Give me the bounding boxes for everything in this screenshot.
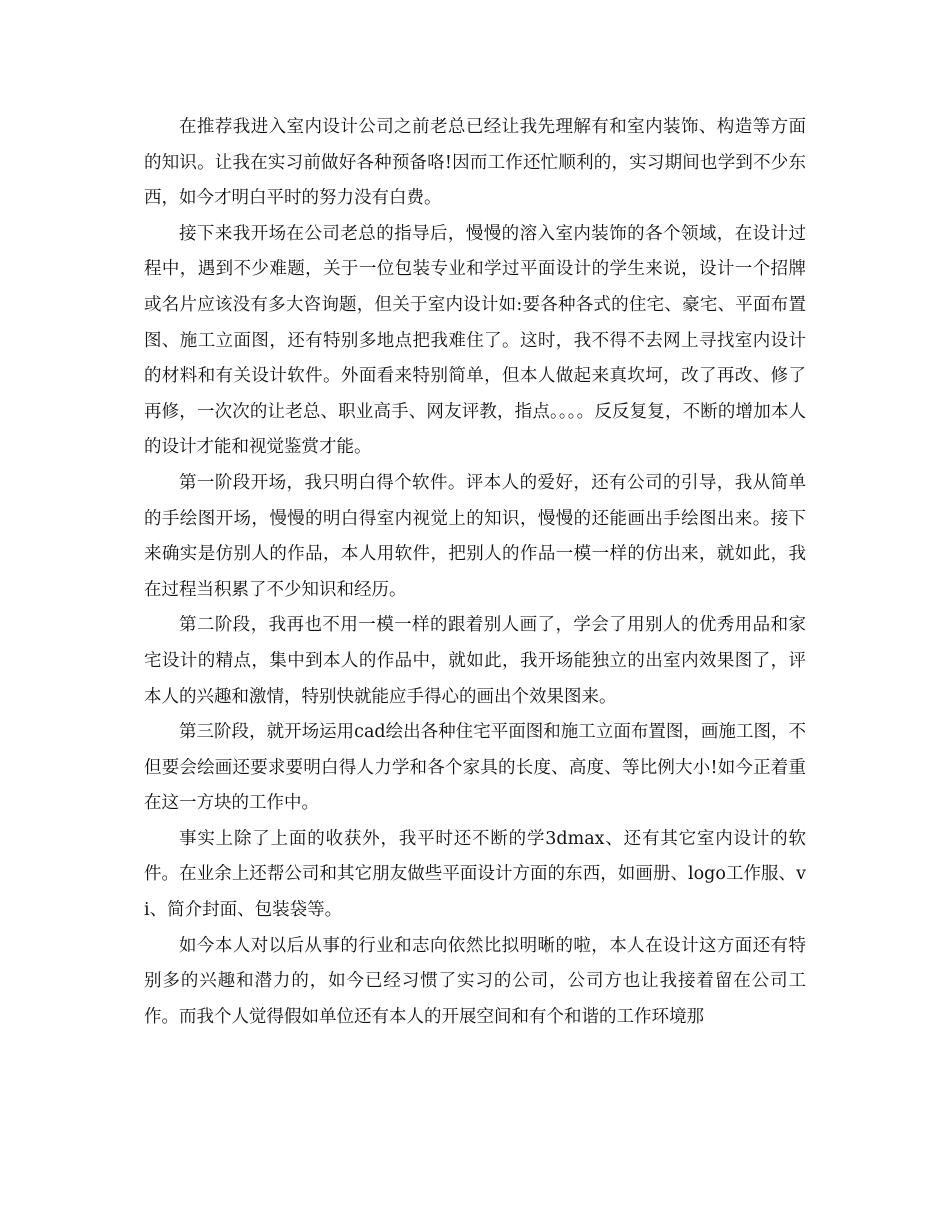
paragraph-6: 事实上除了上面的收获外，我平时还不断的学3dmax、还有其它室内设计的软件。在业余上还帮公司和其它朋友做些平面设计方面的东西，如画册、logo工作服、vi、简介封面、包装袋等。 — [144, 828, 806, 921]
paragraph-1: 在推荐我进入室内设计公司之前老总已经让我先理解有和室内装饰、构造等方面的知识。让我在实习前做好各种预备咯!因而工作还忙顺利的，实习期间也学到不少东西，如今才明白平时的努力没有白费。 — [144, 117, 806, 209]
paragraph-3: 第一阶段开场，我只明白得个软件。评本人的爱好，还有公司的引导，我从简单的手绘图开场，慢慢的明白得室内视觉上的知识，慢慢的还能画出手绘图出来。接下来确实是仿别人的作品，本人用软件，把别人的作品一模一样的仿出来，就如此，我在过程当积累了不少知识和经历。 — [144, 472, 806, 600]
document-body — [144, 110, 806, 1035]
paragraph-7: 如今本人对以后从事的行业和志向依然比拟明晰的啦，本人在设计这方面还有特别多的兴趣和潜力的，如今已经习惯了实习的公司，公司方也让我接着留在公司工作。而我个人觉得假如单位还有本人的开展空间和有个和谐的工作环境那 — [144, 935, 806, 1027]
paragraph-5: 第三阶段，就开场运用cad绘出各种住宅平面图和施工立面布置图，画施工图，不但要会绘画还要求要明白得人力学和各个家具的长度、高度、等比例大小!如今正着重在这一方块的工作中。 — [144, 722, 806, 814]
paragraph-4: 第二阶段，我再也不用一模一样的跟着别人画了，学会了用别人的优秀用品和家宅设计的精点，集中到本人的作品中，就如此，我开场能独立的出室内效果图了，评本人的兴趣和激情，特别快就能应手得心的画出个效果图来。 — [144, 615, 806, 707]
paragraph-2: 接下来我开场在公司老总的指导后，慢慢的溶入室内装饰的各个领域，在设计过程中，遇到不少难题，关于一位包装专业和学过平面设计的学生来说，设计一个招牌或名片应该没有多大咨询题，但关于室内设计如:要各种各式的住宅、豪宅、平面布置图、施工立面图，还有特别多地点把我难住了。这时，我不得不去网上寻找室内设计的材料和有关设计软件。外面看来特别简单，但本人做起来真坎坷，改了再改、修了再修，一次次的让老总、职业高手、网友评教，指点。。。。反反复复，不断的增加本人的设计才能和视觉鉴赏才能。 — [144, 223, 806, 458]
